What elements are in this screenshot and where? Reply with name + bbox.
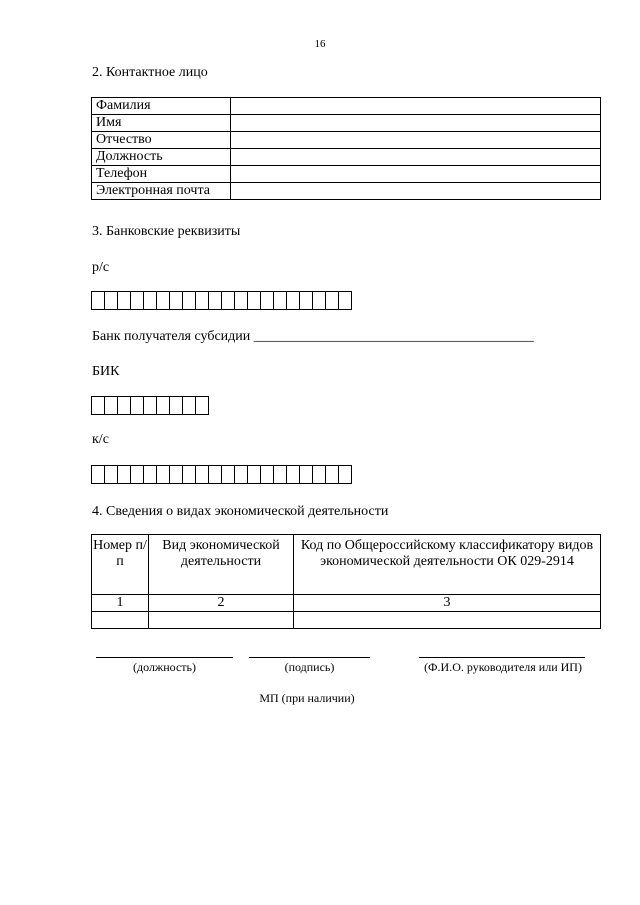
contact-row-value[interactable] bbox=[231, 183, 601, 200]
digit-cell[interactable] bbox=[131, 396, 144, 415]
digit-cell[interactable] bbox=[183, 396, 196, 415]
contact-row-value[interactable] bbox=[231, 132, 601, 149]
digit-cell[interactable] bbox=[157, 291, 170, 310]
digit-cell[interactable] bbox=[313, 291, 326, 310]
contact-row-label: Фамилия bbox=[92, 98, 231, 115]
ks-label: к/с bbox=[92, 432, 109, 447]
rs-account-cells[interactable] bbox=[91, 291, 352, 309]
activity-code-cell[interactable] bbox=[294, 612, 601, 629]
digit-cell[interactable] bbox=[131, 465, 144, 484]
contact-person-table bbox=[91, 97, 601, 200]
contact-row-value[interactable] bbox=[231, 149, 601, 166]
digit-cell[interactable] bbox=[105, 291, 118, 310]
digit-cell[interactable] bbox=[91, 291, 105, 310]
digit-cell[interactable] bbox=[144, 396, 157, 415]
col-number-index: 1 bbox=[92, 595, 149, 612]
digit-cell[interactable] bbox=[105, 465, 118, 484]
section-bank-heading: 3. Банковские реквизиты bbox=[92, 224, 241, 239]
digit-cell[interactable] bbox=[248, 291, 261, 310]
section-contact-heading: 2. Контактное лицо bbox=[92, 65, 208, 80]
economic-activity-table bbox=[91, 534, 601, 629]
digit-cell[interactable] bbox=[261, 465, 274, 484]
contact-row-label: Телефон bbox=[92, 166, 231, 183]
contact-row bbox=[92, 98, 601, 115]
digit-cell[interactable] bbox=[274, 291, 287, 310]
contact-row bbox=[92, 115, 601, 132]
digit-cell[interactable] bbox=[300, 465, 313, 484]
digit-cell[interactable] bbox=[326, 291, 339, 310]
digit-cell[interactable] bbox=[118, 291, 131, 310]
digit-cell[interactable] bbox=[339, 291, 352, 310]
digit-cell[interactable] bbox=[170, 465, 183, 484]
digit-cell[interactable] bbox=[196, 396, 209, 415]
digit-cell[interactable] bbox=[170, 291, 183, 310]
digit-cell[interactable] bbox=[196, 291, 209, 310]
digit-cell[interactable] bbox=[183, 465, 196, 484]
digit-cell[interactable] bbox=[339, 465, 352, 484]
digit-cell[interactable] bbox=[300, 291, 313, 310]
digit-cell[interactable] bbox=[222, 291, 235, 310]
digit-cell[interactable] bbox=[287, 465, 300, 484]
contact-row-label: Имя bbox=[92, 115, 231, 132]
name-label: (Ф.И.О. руководителя или ИП) bbox=[424, 660, 582, 674]
digit-cell[interactable] bbox=[91, 465, 105, 484]
bik-cells[interactable] bbox=[91, 396, 209, 414]
digit-cell[interactable] bbox=[170, 396, 183, 415]
contact-row bbox=[92, 166, 601, 183]
activity-number-cell[interactable] bbox=[92, 612, 149, 629]
name-signature-line[interactable] bbox=[419, 657, 585, 658]
contact-row bbox=[92, 149, 601, 166]
digit-cell[interactable] bbox=[313, 465, 326, 484]
rs-label: р/с bbox=[92, 260, 110, 275]
contact-row-label: Электронная почта bbox=[92, 183, 231, 200]
digit-cell[interactable] bbox=[157, 396, 170, 415]
digit-cell[interactable] bbox=[183, 291, 196, 310]
digit-cell[interactable] bbox=[196, 465, 209, 484]
col-activity-index: 2 bbox=[149, 595, 294, 612]
signature-line[interactable] bbox=[249, 657, 370, 658]
col-code-header: Код по Общероссийскому классификатору видов экономической деятельности ОК 029-2914 bbox=[294, 535, 601, 595]
contact-row-value[interactable] bbox=[231, 115, 601, 132]
col-code-index: 3 bbox=[294, 595, 601, 612]
ks-account-cells[interactable] bbox=[91, 465, 352, 483]
contact-row-value[interactable] bbox=[231, 166, 601, 183]
position-label: (должность) bbox=[133, 660, 196, 674]
contact-row-label: Отчество bbox=[92, 132, 231, 149]
signature-label: (подпись) bbox=[284, 660, 335, 674]
position-signature-line[interactable] bbox=[96, 657, 233, 658]
digit-cell[interactable] bbox=[131, 291, 144, 310]
bik-label: БИК bbox=[92, 364, 120, 379]
digit-cell[interactable] bbox=[209, 465, 222, 484]
digit-cell[interactable] bbox=[144, 291, 157, 310]
page-number: 16 bbox=[314, 38, 326, 50]
digit-cell[interactable] bbox=[326, 465, 339, 484]
contact-row bbox=[92, 183, 601, 200]
digit-cell[interactable] bbox=[274, 465, 287, 484]
digit-cell[interactable] bbox=[248, 465, 261, 484]
digit-cell[interactable] bbox=[105, 396, 118, 415]
section-activity-heading: 4. Сведения о видах экономической деятельности bbox=[92, 504, 389, 519]
contact-row-value[interactable] bbox=[231, 98, 601, 115]
digit-cell[interactable] bbox=[118, 396, 131, 415]
digit-cell[interactable] bbox=[209, 291, 222, 310]
contact-row bbox=[92, 132, 601, 149]
digit-cell[interactable] bbox=[91, 396, 105, 415]
seal-label: МП (при наличии) bbox=[259, 691, 355, 705]
digit-cell[interactable] bbox=[144, 465, 157, 484]
digit-cell[interactable] bbox=[235, 465, 248, 484]
digit-cell[interactable] bbox=[287, 291, 300, 310]
digit-cell[interactable] bbox=[222, 465, 235, 484]
bank-name-field[interactable]: ________________________________________ bbox=[253, 329, 534, 344]
digit-cell[interactable] bbox=[118, 465, 131, 484]
col-activity-header: Вид экономической деятельности bbox=[149, 535, 294, 595]
digit-cell[interactable] bbox=[157, 465, 170, 484]
col-number-header: Номер п/п bbox=[92, 535, 149, 595]
contact-row-label: Должность bbox=[92, 149, 231, 166]
bank-line-wrap bbox=[92, 329, 534, 345]
activity-name-cell[interactable] bbox=[149, 612, 294, 629]
digit-cell[interactable] bbox=[261, 291, 274, 310]
bank-label: Банк получателя субсидии bbox=[92, 329, 251, 344]
digit-cell[interactable] bbox=[235, 291, 248, 310]
